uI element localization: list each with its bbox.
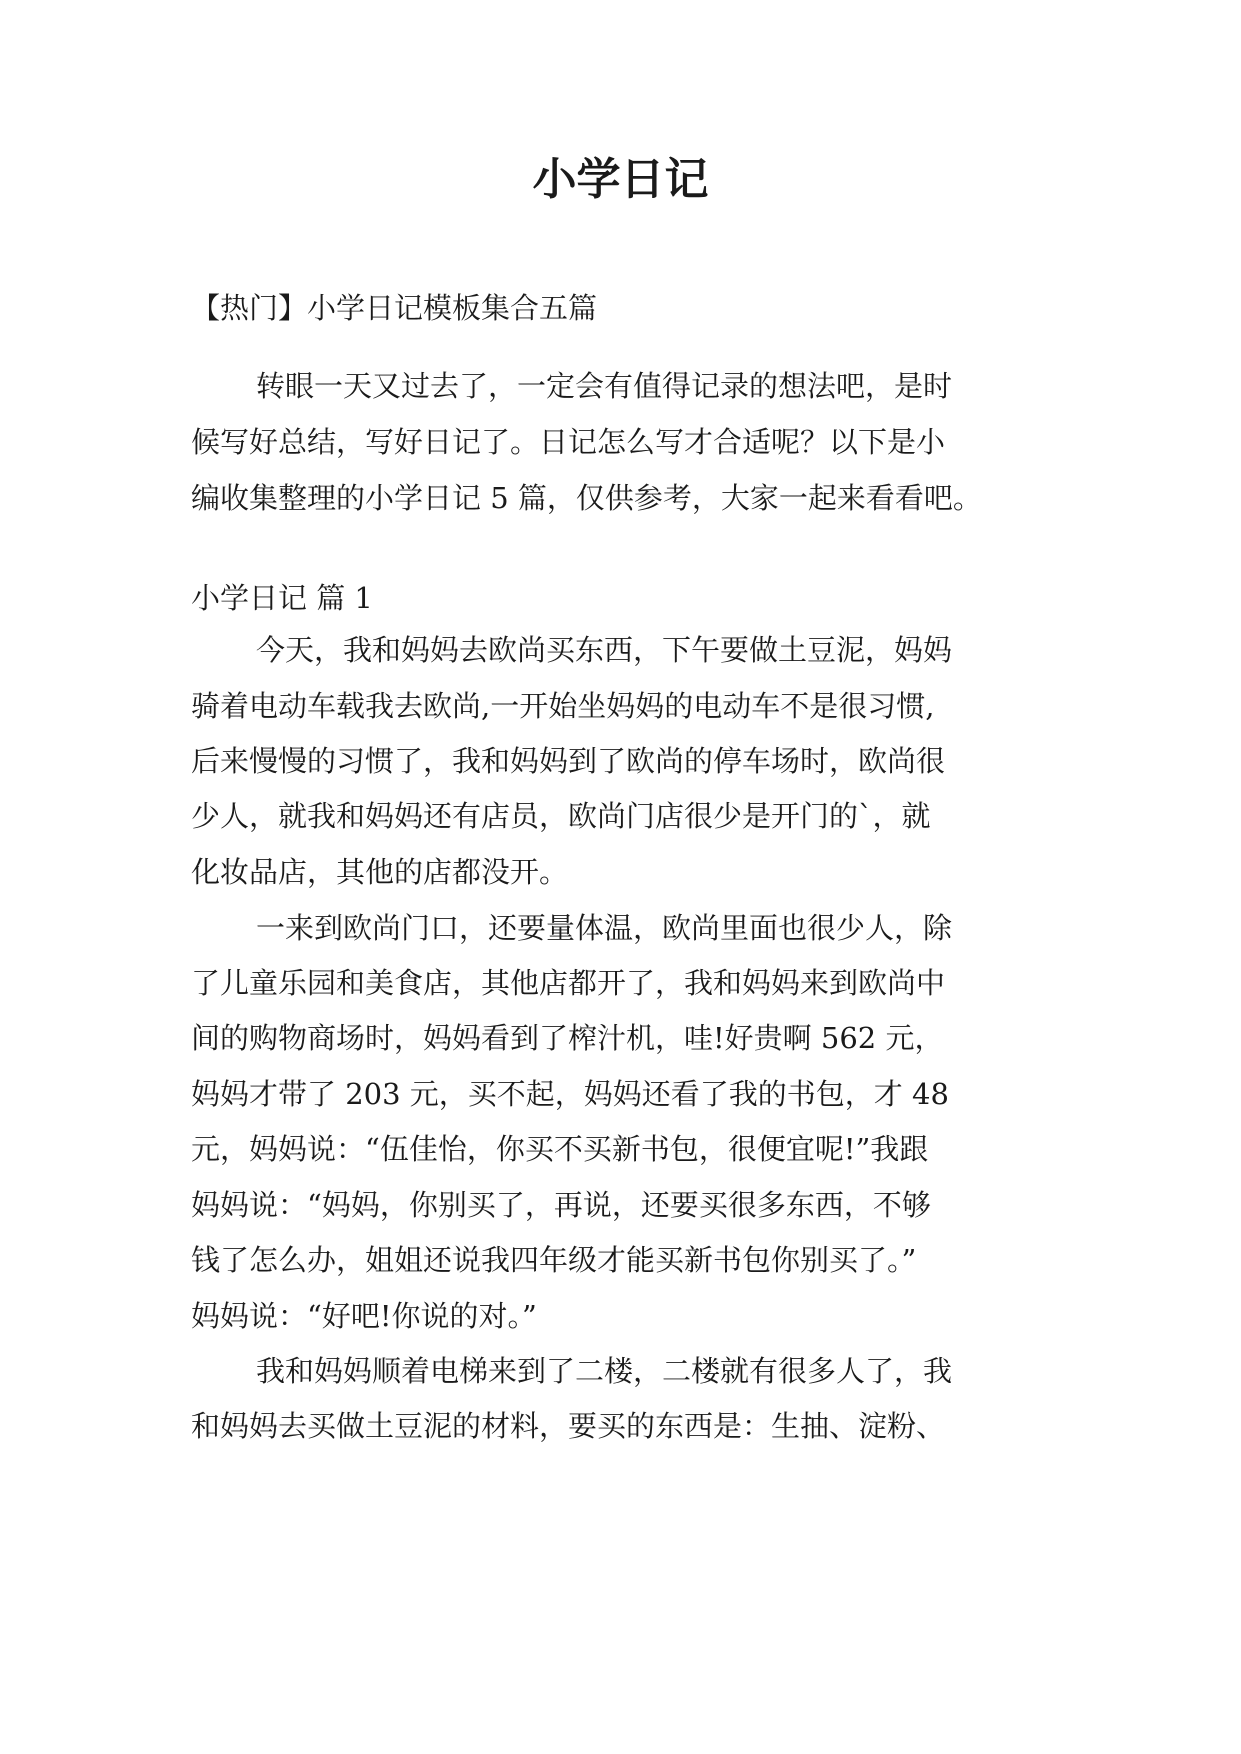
section-heading: 小学日记 篇 1 <box>191 581 373 615</box>
paragraph-line: 后来慢慢的习惯了，我和妈妈到了欧尚的停车场时，欧尚很 <box>191 744 946 778</box>
paragraph-line: 少人，就我和妈妈还有店员，欧尚门店很少是开门的`，就 <box>191 799 931 833</box>
document-title: 小学日记 <box>532 154 709 205</box>
paragraph-line: 了儿童乐园和美食店，其他店都开了，我和妈妈来到欧尚中 <box>191 966 946 1000</box>
paragraph-line: 我和妈妈顺着电梯来到了二楼，二楼就有很多人了，我 <box>256 1354 953 1388</box>
paragraph-line: 骑着电动车载我去欧尚,一开始坐妈妈的电动车不是很习惯, <box>191 689 935 723</box>
paragraph-line: 一来到欧尚门口，还要量体温，欧尚里面也很少人，除 <box>256 911 953 945</box>
paragraph-line: 化妆品店，其他的店都没开。 <box>191 855 569 889</box>
intro-line: 候写好总结，写好日记了。日记怎么写才合适呢？以下是小 <box>191 425 946 459</box>
document-subtitle: 【热门】小学日记模板集合五篇 <box>191 291 598 325</box>
paragraph-line: 钱了怎么办，姐姐还说我四年级才能买新书包你别买了。” <box>191 1243 917 1277</box>
paragraph-line: 间的购物商场时，妈妈看到了榨汁机，哇!好贵啊 562 元， <box>191 1021 944 1055</box>
paragraph-line: 和妈妈去买做土豆泥的材料，要买的东西是：生抽、淀粉、 <box>191 1409 946 1443</box>
paragraph-line: 妈妈才带了 203 元，买不起，妈妈还看了我的书包，才 48 <box>191 1077 949 1111</box>
intro-line: 转眼一天又过去了，一定会有值得记录的想法吧，是时 <box>256 369 953 403</box>
intro-line: 编收集整理的小学日记 5 篇，仅供参考，大家一起来看看吧。 <box>191 481 982 515</box>
paragraph-line: 妈妈说：“妈妈，你别买了，再说，还要买很多东西，不够 <box>191 1188 931 1222</box>
paragraph-line: 妈妈说：“好吧!你说的对。” <box>191 1299 537 1333</box>
paragraph-line: 元，妈妈说：“伍佳怡，你买不买新书包，很便宜呢!”我跟 <box>191 1132 929 1166</box>
paragraph-line: 今天，我和妈妈去欧尚买东西，下午要做土豆泥，妈妈 <box>256 633 953 667</box>
